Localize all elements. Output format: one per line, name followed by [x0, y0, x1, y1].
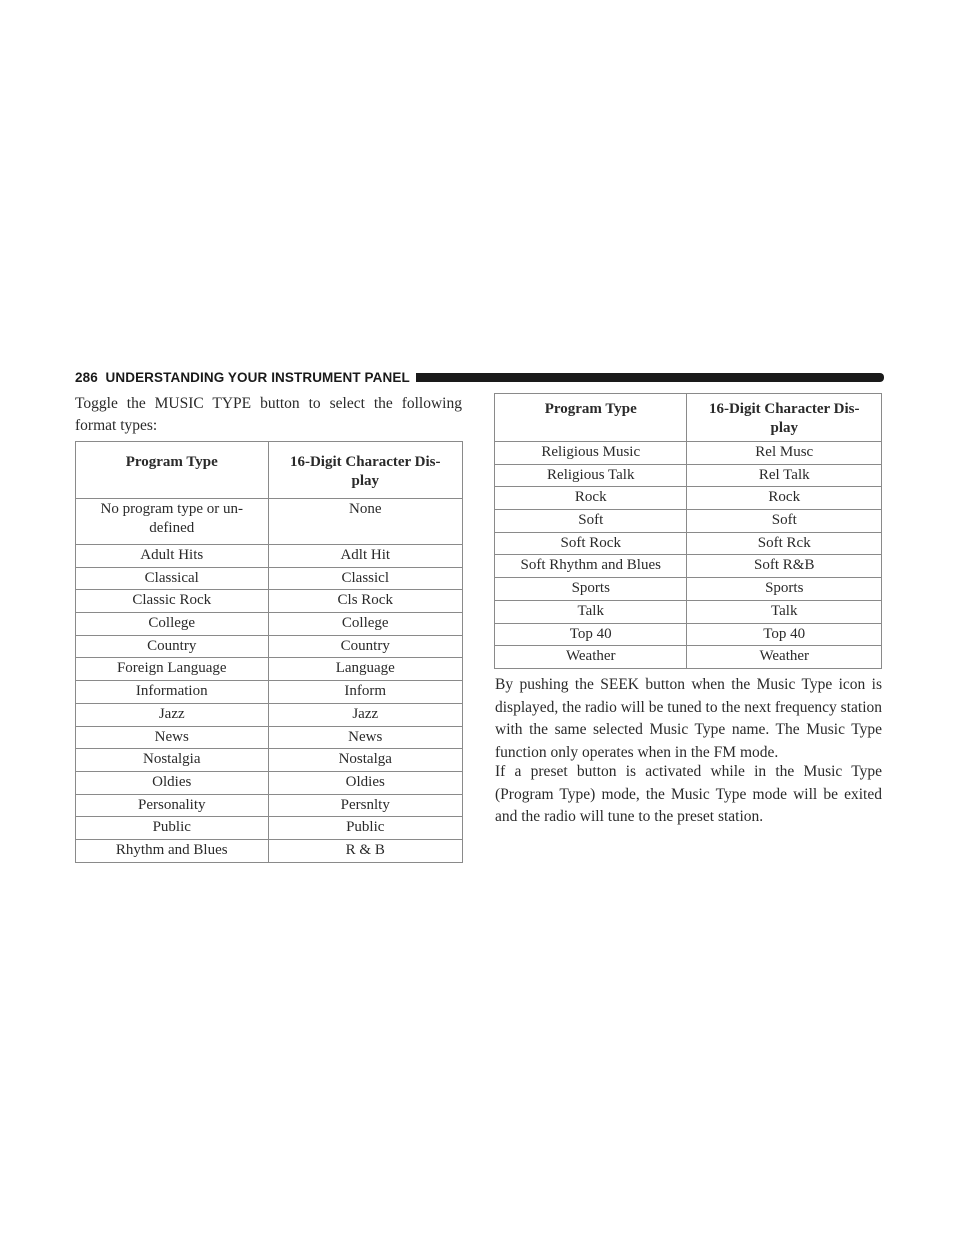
intro-text: Toggle the MUSIC TYPE button to select the following format types: [75, 395, 462, 434]
table-row [76, 817, 463, 840]
header-program-type: Program Type [495, 394, 687, 442]
program-type-cell: Nostalgia [76, 749, 269, 772]
program-type-cell: Foreign Language [76, 658, 269, 681]
display-cell: Country [268, 635, 462, 658]
program-type-table-left [75, 441, 463, 863]
table-row [495, 442, 882, 465]
program-type-cell: Religious Music [495, 442, 687, 465]
table-row [495, 600, 882, 623]
table-row [76, 613, 463, 636]
display-cell: R & B [268, 839, 462, 862]
program-type-cell: Soft Rhythm and Blues [495, 555, 687, 578]
table-row [76, 771, 463, 794]
program-type-cell: Adult Hits [76, 545, 269, 568]
program-type-cell: Soft Rock [495, 532, 687, 555]
program-type-cell: Weather [495, 646, 687, 669]
display-cell: Inform [268, 681, 462, 704]
table-row [76, 703, 463, 726]
table-row [495, 487, 882, 510]
program-type-cell: Information [76, 681, 269, 704]
table-row [76, 499, 463, 545]
display-cell: None [268, 499, 462, 545]
table-row [76, 567, 463, 590]
table-row [495, 623, 882, 646]
display-cell: Cls Rock [268, 590, 462, 613]
display-cell: Talk [687, 600, 882, 623]
display-cell: Adlt Hit [268, 545, 462, 568]
table-row [76, 681, 463, 704]
display-cell: Nostalga [268, 749, 462, 772]
program-type-cell: Country [76, 635, 269, 658]
display-cell: Top 40 [687, 623, 882, 646]
display-cell: Soft R&B [687, 555, 882, 578]
display-cell: Classicl [268, 567, 462, 590]
table-header-row [495, 394, 882, 442]
table-row [76, 545, 463, 568]
table-row [495, 510, 882, 533]
preset-paragraph: If a preset button is activated while in the Music Type (Program Type) mode, the Music Type mode will be exited and the radio will tune to the preset station. [495, 763, 882, 826]
table-row [76, 726, 463, 749]
display-cell: Sports [687, 578, 882, 601]
left-table-body [76, 499, 463, 863]
display-cell: Rel Talk [687, 464, 882, 487]
table-row [495, 464, 882, 487]
display-cell: Rock [687, 487, 882, 510]
display-cell: Persnlty [268, 794, 462, 817]
program-type-table-right [494, 393, 882, 669]
display-cell: College [268, 613, 462, 636]
table-row [76, 794, 463, 817]
program-type-cell: Personality [76, 794, 269, 817]
table-header-row [76, 442, 463, 499]
program-type-cell: Rock [495, 487, 687, 510]
program-type-cell: Top 40 [495, 623, 687, 646]
display-cell: Weather [687, 646, 882, 669]
program-type-cell: Oldies [76, 771, 269, 794]
table-row [76, 749, 463, 772]
table-row [76, 658, 463, 681]
table-row [495, 532, 882, 555]
program-type-cell: Classical [76, 567, 269, 590]
program-type-cell: No program type or un- defined [76, 499, 269, 545]
header-program-type: Program Type [76, 442, 269, 499]
table-row [76, 839, 463, 862]
right-table-body [495, 442, 882, 669]
program-type-cell: Religious Talk [495, 464, 687, 487]
program-type-cell: College [76, 613, 269, 636]
header-display: 16-Digit Character Dis- play [268, 442, 462, 499]
display-cell: Jazz [268, 703, 462, 726]
seek-paragraph: By pushing the SEEK button when the Music Type icon is displayed, the radio will be tuned to the next frequency station with the same selected Music Type name. The Music Type function only operates when in the FM mode. [495, 676, 882, 761]
display-cell: Oldies [268, 771, 462, 794]
program-type-cell: News [76, 726, 269, 749]
display-cell: Public [268, 817, 462, 840]
section-title: UNDERSTANDING YOUR INSTRUMENT PANEL [105, 369, 410, 385]
display-cell: Rel Musc [687, 442, 882, 465]
program-type-cell: Sports [495, 578, 687, 601]
program-type-cell: Classic Rock [76, 590, 269, 613]
page-header [75, 369, 884, 385]
table-row [76, 590, 463, 613]
display-cell: Soft [687, 510, 882, 533]
display-cell: Language [268, 658, 462, 681]
table-row [495, 555, 882, 578]
table-row [495, 646, 882, 669]
table-row [495, 578, 882, 601]
program-type-cell: Soft [495, 510, 687, 533]
page-header-text [75, 370, 410, 385]
table-row [76, 635, 463, 658]
header-display: 16-Digit Character Dis- play [687, 394, 882, 442]
header-rule [416, 373, 884, 382]
display-cell: Soft Rck [687, 532, 882, 555]
page-number: 286 [75, 369, 98, 385]
display-cell: News [268, 726, 462, 749]
program-type-cell: Public [76, 817, 269, 840]
program-type-cell: Talk [495, 600, 687, 623]
program-type-cell: Jazz [76, 703, 269, 726]
program-type-cell: Rhythm and Blues [76, 839, 269, 862]
